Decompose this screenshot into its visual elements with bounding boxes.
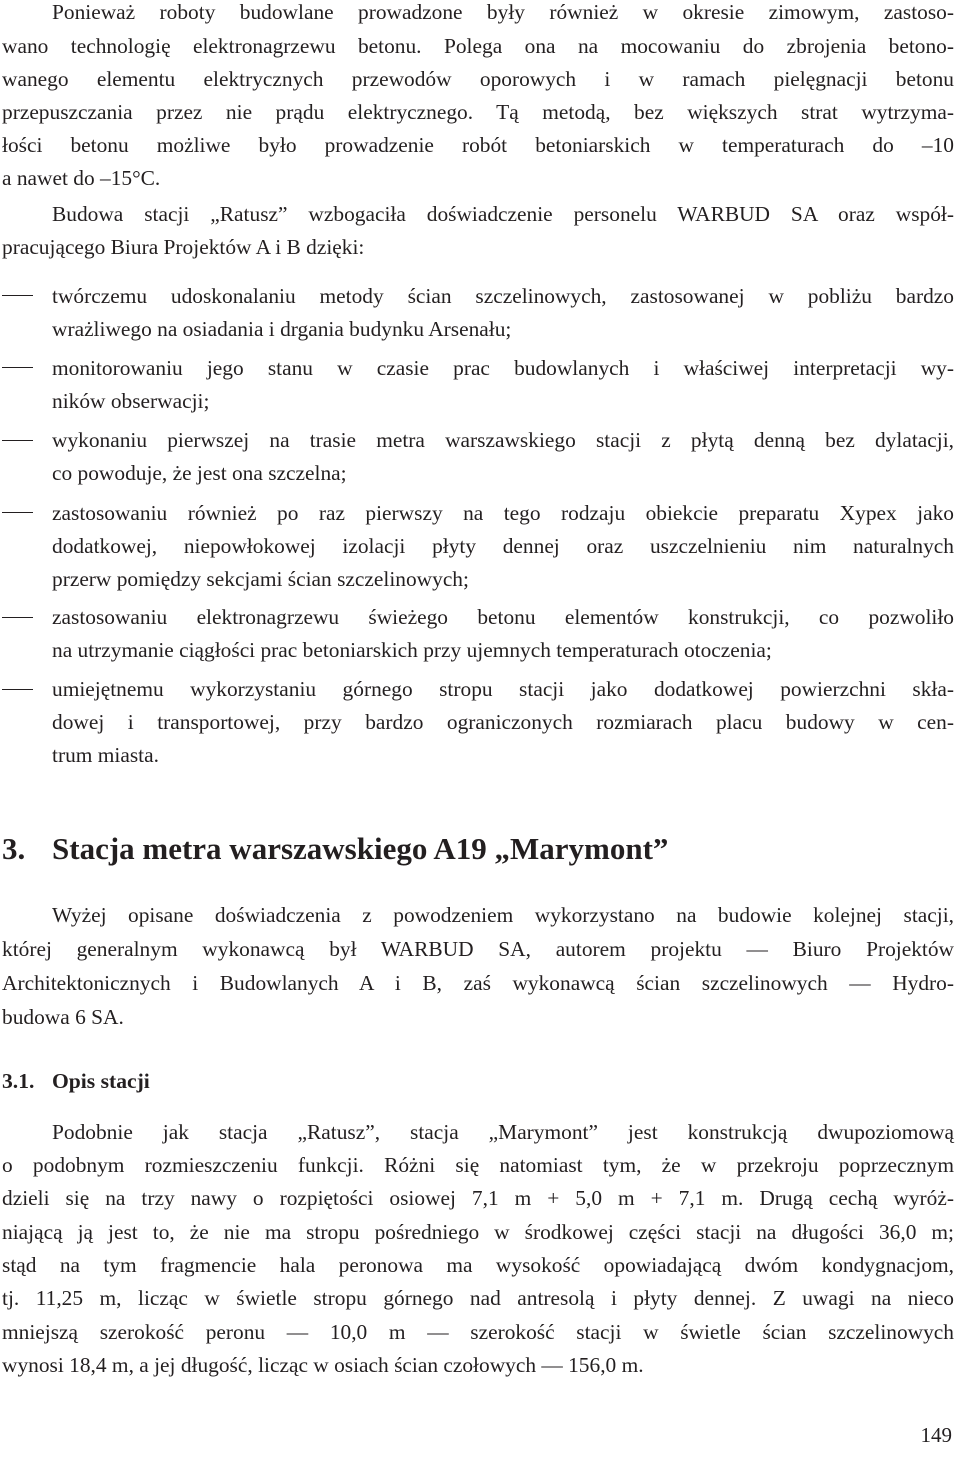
text-line: dzieli się na trzy nawy o rozpiętości osiowej 7,1 m + 5,0 m + 7,1 m. Drugą cechą wyróż-	[2, 1186, 954, 1210]
text-line: wrażliwego na osiadania i drgania budynku Arsenału;	[52, 317, 512, 341]
text-line: budowa 6 SA.	[2, 1005, 124, 1029]
text-line: zastosowaniu również po raz pierwszy na tego rodzaju obiekcie preparatu Xypex jako	[52, 501, 954, 525]
text-line: Podobnie jak stacja „Ratusz”, stacja „Marymont” jest konstrukcją dwupoziomową	[52, 1120, 954, 1144]
text-line: dodatkowej, niepowłokowej izolacji płyty dennej oraz uszczelnieniu nim naturalnych	[52, 534, 954, 558]
text-line: a nawet do –15°C.	[2, 166, 161, 190]
text-line: wanego elementu elektrycznych przewodów oporowych i w ramach pielęgnacji betonu	[2, 67, 954, 91]
subsection-title: Opis stacji	[52, 1069, 150, 1093]
text-line: wykonaniu pierwszej na trasie metra warszawskiego stacji z płytą denną bez dylatacji,	[52, 428, 954, 452]
text-line: wano technologię elektronagrzewu betonu. Polega ona na mocowaniu do zbrojenia betono-	[2, 34, 954, 58]
dash-bullet-icon	[2, 440, 33, 441]
text-line: monitorowaniu jego stanu w czasie prac budowlanych i właściwej interpretacji wy-	[52, 356, 954, 380]
section-title: Stacja metra warszawskiego A19 „Marymont”	[52, 831, 669, 866]
dash-bullet-icon	[2, 689, 33, 690]
text-line: stąd na tym fragmencie hala peronowa ma wysokość opowiadającą dwóm kondygnacjom,	[2, 1253, 954, 1277]
text-line: dowej i transportowej, przy bardzo ograniczonych rozmiarach placu budowy w cen-	[52, 710, 954, 734]
text-line: ników obserwacji;	[52, 389, 210, 413]
text-line: pracującego Biura Projektów A i B dzięki:	[2, 235, 365, 259]
text-line: Wyżej opisane doświadczenia z powodzeniem wykorzystano na budowie kolejnej stacji,	[52, 903, 954, 927]
text-line: co powoduje, że jest ona szczelna;	[52, 461, 347, 485]
text-line: twórczemu udoskonalaniu metody ścian szczelinowych, zastosowanej w pobliżu bardzo	[52, 284, 954, 308]
text-line: Budowa stacji „Ratusz” wzbogaciła doświadczenie personelu WARBUD SA oraz współ-	[52, 202, 954, 226]
text-line: niającą ją jest to, że nie ma stropu pośredniego w środkowej części stacji na długości 36,0 m;	[2, 1220, 954, 1244]
text-line: tj. 11,25 m, licząc w świetle stropu górnego nad antresolą i płyty dennej. Z uwagi na nieco	[2, 1286, 954, 1310]
text-line: łości betonu możliwe było prowadzenie robót betoniarskich w temperaturach do –10	[2, 133, 954, 157]
dash-bullet-icon	[2, 295, 33, 296]
text-line: Ponieważ roboty budowlane prowadzone były również w okresie zimowym, zastoso-	[52, 0, 954, 24]
text-line: mniejszą szerokość peronu — 10,0 m — szerokość stacji w świetle ścian szczelinowych	[2, 1320, 954, 1344]
text-line: umiejętnemu wykorzystaniu górnego stropu stacji jako dodatkowej powierzchni skła-	[52, 677, 954, 701]
section-number: 3.	[2, 831, 26, 866]
dash-bullet-icon	[2, 512, 33, 513]
text-line: wynosi 18,4 m, a jej długość, licząc w osiach ścian czołowych — 156,0 m.	[2, 1353, 644, 1377]
text-line: przerw pomiędzy sekcjami ścian szczelinowych;	[52, 567, 469, 591]
text-line: o podobnym rozmieszczeniu funkcji. Różni się natomiast tym, że w przekroju poprzecznym	[2, 1153, 954, 1177]
text-line: przepuszczania przez nie prądu elektrycznego. Tą metodą, bez większych strat wytrzyma-	[2, 100, 954, 124]
text-line: zastosowaniu elektronagrzewu świeżego betonu elementów konstrukcji, co pozwoliło	[52, 605, 954, 629]
page-number: 149	[920, 1423, 952, 1447]
text-line: Architektonicznych i Budowlanych A i B, zaś wykonawcą ścian szczelinowych — Hydro-	[2, 971, 954, 995]
text-line: trum miasta.	[52, 743, 159, 767]
text-line: na utrzymanie ciągłości prac betoniarskich przy ujemnych temperaturach otoczenia;	[52, 638, 772, 662]
subsection-number: 3.1.	[2, 1069, 35, 1093]
text-line: której generalnym wykonawcą był WARBUD SA, autorem projektu — Biuro Projektów	[2, 937, 954, 961]
dash-bullet-icon	[2, 367, 33, 368]
dash-bullet-icon	[2, 617, 33, 618]
